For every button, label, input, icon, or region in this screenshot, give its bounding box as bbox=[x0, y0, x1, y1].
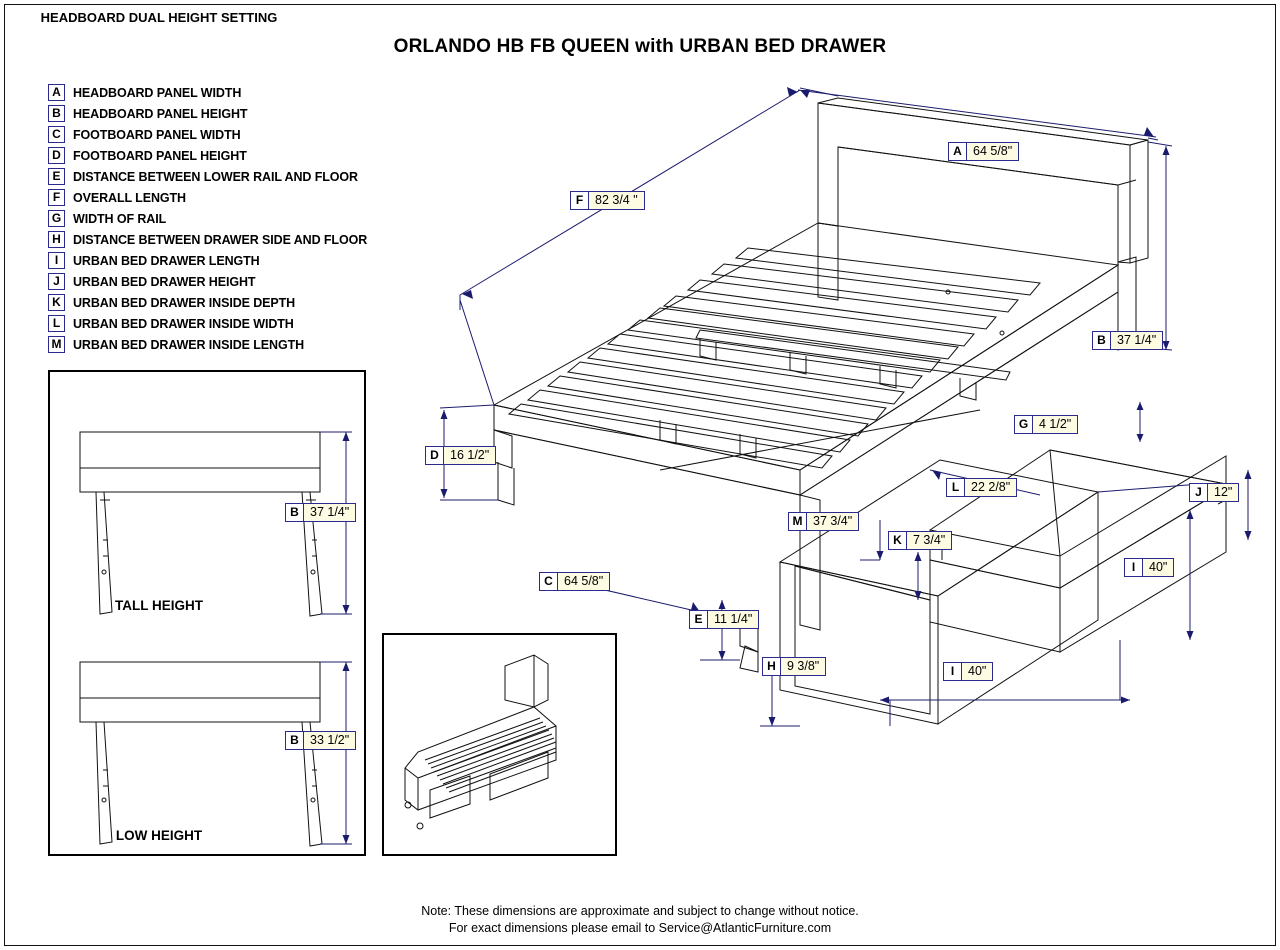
legend-key-h: H bbox=[48, 231, 65, 248]
callout-value: 12" bbox=[1214, 485, 1233, 499]
legend-label-m: URBAN BED DRAWER INSIDE LENGTH bbox=[73, 337, 305, 352]
legend-label-a: HEADBOARD PANEL WIDTH bbox=[73, 85, 242, 100]
callout-j-drawer-height bbox=[1189, 483, 1239, 502]
callout-key: L bbox=[947, 479, 965, 496]
note-line-1: Note: These dimensions are approximate and subject to change without notice. bbox=[421, 904, 859, 918]
callout-value: 40" bbox=[968, 664, 987, 678]
headboard-tall-drawing bbox=[80, 432, 352, 616]
headboard-panel-title: HEADBOARD DUAL HEIGHT SETTING bbox=[40, 10, 278, 25]
callout-value: 9 3/8" bbox=[787, 659, 820, 673]
legend-key-g: G bbox=[48, 210, 65, 227]
callout-key: M bbox=[789, 513, 807, 530]
legend-key-k: K bbox=[48, 294, 65, 311]
tall-height-label: TALL HEIGHT bbox=[115, 598, 203, 613]
callout-value: 40" bbox=[1149, 560, 1168, 574]
callout-f-overall-length bbox=[570, 191, 645, 210]
legend-key-c: C bbox=[48, 126, 65, 143]
callout-value: 64 5/8" bbox=[973, 144, 1013, 158]
callout-key: G bbox=[1015, 416, 1033, 433]
legend-label-f: OVERALL LENGTH bbox=[73, 190, 186, 205]
callout-key: E bbox=[690, 611, 708, 628]
legend-label-l: URBAN BED DRAWER INSIDE WIDTH bbox=[73, 316, 294, 331]
callout-key: B bbox=[286, 732, 304, 749]
legend-key-d: D bbox=[48, 147, 65, 164]
legend-label-g: WIDTH OF RAIL bbox=[73, 211, 167, 226]
legend-key-f: F bbox=[48, 189, 65, 206]
callout-value: 4 1/2" bbox=[1039, 417, 1072, 431]
legend-label-c: FOOTBOARD PANEL WIDTH bbox=[73, 127, 241, 142]
disclaimer-note bbox=[0, 903, 1280, 937]
callout-b-tall-height bbox=[285, 503, 356, 522]
legend-key-i: I bbox=[48, 252, 65, 269]
legend-key-a: A bbox=[48, 84, 65, 101]
bed-thumbnail-drawing bbox=[405, 655, 556, 829]
page-title: ORLANDO HB FB QUEEN with URBAN BED DRAWER bbox=[393, 36, 887, 57]
callout-i-drawer-length-right bbox=[1124, 558, 1174, 577]
legend-key-l: L bbox=[48, 315, 65, 332]
callout-value: 37 3/4" bbox=[813, 514, 853, 528]
callout-d-footboard-height bbox=[425, 446, 496, 465]
callout-value: 33 1/2" bbox=[310, 733, 350, 747]
callout-value: 37 1/4" bbox=[310, 505, 350, 519]
callout-value: 7 3/4" bbox=[913, 533, 946, 547]
callout-key: I bbox=[944, 663, 962, 680]
callout-key: C bbox=[540, 573, 558, 590]
note-line-2: For exact dimensions please email to Service@AtlanticFurniture.com bbox=[448, 921, 832, 935]
callout-a-headboard-width bbox=[948, 142, 1019, 161]
callout-key: K bbox=[889, 532, 907, 549]
legend-key-b: B bbox=[48, 105, 65, 122]
legend-label-e: DISTANCE BETWEEN LOWER RAIL AND FLOOR bbox=[73, 169, 358, 184]
legend-key-j: J bbox=[48, 273, 65, 290]
callout-key: J bbox=[1190, 484, 1208, 501]
headboard-low-drawing bbox=[80, 662, 352, 846]
callout-key: F bbox=[571, 192, 589, 209]
callout-key: I bbox=[1125, 559, 1143, 576]
legend-label-j: URBAN BED DRAWER HEIGHT bbox=[73, 274, 256, 289]
callout-m-drawer-inside-length bbox=[788, 512, 859, 531]
callout-h-drawer-to-floor bbox=[762, 657, 826, 676]
callout-key: H bbox=[763, 658, 781, 675]
callout-value: 37 1/4" bbox=[1117, 333, 1157, 347]
callout-b-headboard-height bbox=[1092, 331, 1163, 350]
legend-key-e: E bbox=[48, 168, 65, 185]
callout-key: B bbox=[1093, 332, 1111, 349]
legend-label-d: FOOTBOARD PANEL HEIGHT bbox=[73, 148, 247, 163]
legend-label-b: HEADBOARD PANEL HEIGHT bbox=[73, 106, 248, 121]
callout-value: 64 5/8" bbox=[564, 574, 604, 588]
callout-l-drawer-inside-width bbox=[946, 478, 1017, 497]
callout-value: 11 1/4" bbox=[714, 612, 753, 626]
legend-label-h: DISTANCE BETWEEN DRAWER SIDE AND FLOOR bbox=[73, 232, 368, 247]
callout-key: A bbox=[949, 143, 967, 160]
callout-i-drawer-length-bottom bbox=[943, 662, 993, 681]
callout-value: 16 1/2" bbox=[450, 448, 490, 462]
callout-value: 22 2/8" bbox=[971, 480, 1011, 494]
callout-key: D bbox=[426, 447, 444, 464]
legend-key-m: M bbox=[48, 336, 65, 353]
callout-k-drawer-inside-depth bbox=[888, 531, 952, 550]
callout-g-rail-width bbox=[1014, 415, 1078, 434]
low-height-label: LOW HEIGHT bbox=[115, 828, 203, 843]
callout-b-low-height bbox=[285, 731, 356, 750]
callout-key: B bbox=[286, 504, 304, 521]
legend-label-i: URBAN BED DRAWER LENGTH bbox=[73, 253, 260, 268]
callout-value: 82 3/4 " bbox=[595, 193, 638, 207]
callout-e-rail-to-floor bbox=[689, 610, 759, 629]
legend-label-k: URBAN BED DRAWER INSIDE DEPTH bbox=[73, 295, 296, 310]
callout-c-footboard-width bbox=[539, 572, 610, 591]
